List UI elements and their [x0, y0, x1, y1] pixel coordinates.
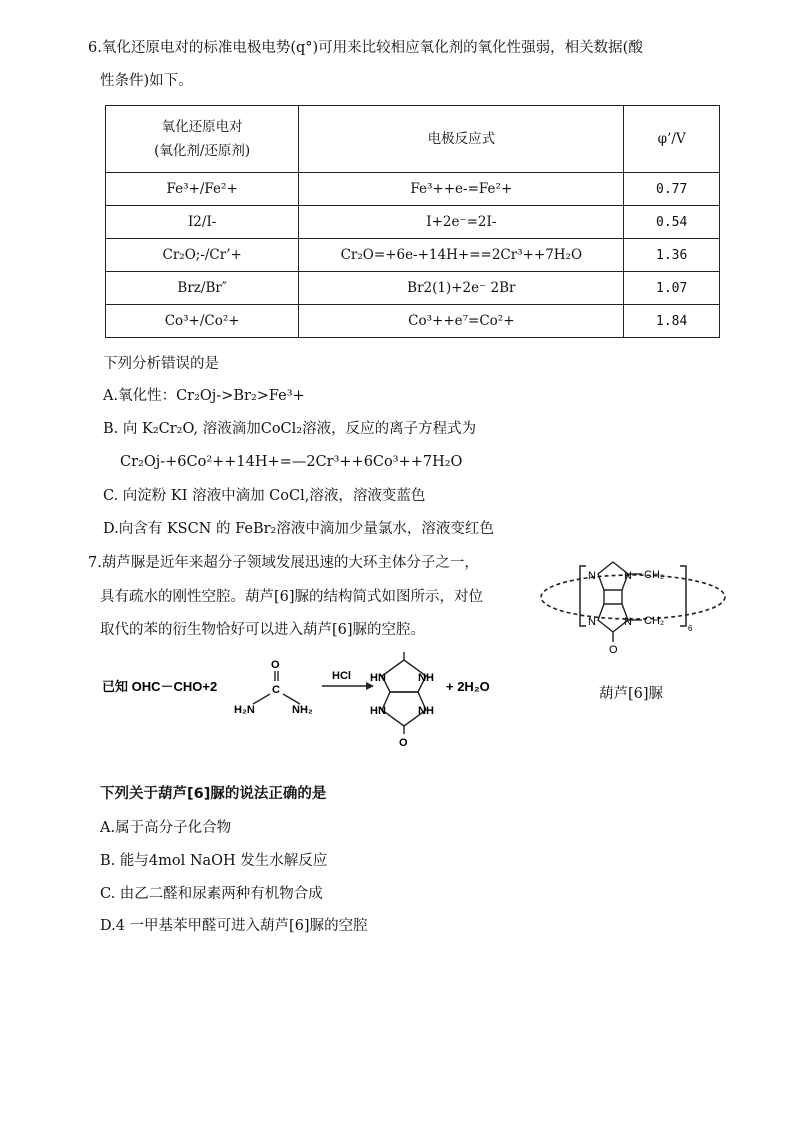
urea-carbon: C — [272, 684, 280, 696]
cell-reaction: Co³++e⁷=Co²+ — [299, 305, 624, 338]
q6-option-d: D.向含有 KSCN 的 FeBr₂溶液中滴加少量氯水，溶液变红色 — [103, 521, 494, 537]
table-row — [106, 272, 720, 305]
cell-potential: 1.84 — [624, 305, 720, 338]
urea-bond — [283, 694, 300, 704]
product-nh-top: NH — [418, 672, 434, 684]
table-row — [106, 239, 720, 272]
q6-option-b: B. 向 K₂Cr₂O, 溶液滴加CoCl₂溶液，反应的离子方程式为 — [103, 421, 477, 437]
repeat-subscript: 6 — [688, 624, 693, 633]
q7-option-d: D.4 一甲基苯甲醛可进入葫芦[6]脲的空腔 — [100, 918, 368, 934]
cell-reaction: Br2(1)+2e⁻ 2Br — [299, 272, 624, 305]
redox-potential-table — [105, 105, 720, 338]
product-hn-top: HN — [370, 672, 386, 684]
product-oxygen: O — [399, 737, 408, 749]
cell-potential: 1.36 — [624, 239, 720, 272]
q7-stem-line3: 取代的苯的衍生物恰好可以进入葫芦[6]脲的空腔。 — [100, 622, 426, 638]
product-hn-bottom: HN — [370, 705, 386, 717]
table-row — [106, 173, 720, 206]
q7-stem-line1: 7.葫芦脲是近年来超分子领域发展迅速的大环主体分子之一， — [88, 555, 479, 571]
header-potential: φ’/V — [624, 106, 720, 173]
header-couple: 氧化还原电对 (氧化剂/还原剂) — [106, 106, 299, 173]
cell-potential: 1.07 — [624, 272, 720, 305]
cell-couple: Fe³+/Fe²+ — [106, 173, 299, 206]
q6-stem-line1: 6.氧化还原电对的标准电极电势(q°)可用来比较相应氧化剂的氧化性强弱，相关数据(酸 — [88, 40, 643, 56]
cell-couple: Brz/Br″ — [106, 272, 299, 305]
nitrogen-label: N — [624, 570, 632, 582]
right-bracket — [680, 566, 686, 626]
nitrogen-label: N — [624, 616, 632, 628]
cell-potential: 0.54 — [624, 206, 720, 239]
urea-amine-left: H₂N — [234, 704, 255, 716]
q7-option-a: A.属于高分子化合物 — [100, 820, 232, 836]
q7-option-b: B. 能与4mol NaOH 发生水解反应 — [100, 853, 328, 869]
urea-bond — [253, 694, 270, 704]
q7-prompt: 下列关于葫芦[6]脲的说法正确的是 — [100, 786, 327, 802]
table-row — [106, 206, 720, 239]
ch2-label: CH₂ — [644, 569, 665, 581]
cucurbituril-structure-figure — [538, 552, 728, 662]
q6-stem-line2: 性条件)如下。 — [100, 73, 193, 89]
figure-caption: 葫芦[6]脲 — [599, 686, 664, 702]
urea-amine-right: NH₂ — [292, 704, 313, 716]
table-header-row — [106, 106, 720, 173]
table-row — [106, 305, 720, 338]
q6-option-b-equation: Cr₂Oj-+6Co²++14H+=—2Cr³++6Co³++7H₂O — [120, 454, 463, 470]
left-bracket — [580, 566, 586, 626]
urea-oxygen: O — [271, 659, 280, 671]
oxygen-label: O — [609, 644, 618, 656]
cell-reaction: Cr₂O=+6e-+14H+==2Cr³++7H₂O — [299, 239, 624, 272]
q7-stem-line2: 具有疏水的刚性空腔。葫芦[6]脲的结构简式如图所示，对位 — [100, 589, 484, 605]
cell-potential: 0.77 — [624, 173, 720, 206]
reaction-reactant: 已知 OHC－CHO+2 — [102, 679, 218, 694]
cell-reaction: Fe³++e-=Fe²+ — [299, 173, 624, 206]
cell-couple: Cr₂O;-/Cr’+ — [106, 239, 299, 272]
macrocycle-ring — [541, 575, 725, 619]
catalyst-label: HCl — [332, 670, 351, 682]
ch2-label: CH₂ — [644, 615, 665, 627]
product-nh-bottom: NH — [418, 705, 434, 717]
q6-prompt: 下列分析错误的是 — [103, 356, 219, 372]
nitrogen-label: N — [588, 616, 596, 628]
q6-option-a: A.氧化性：Cr₂Oj->Br₂>Fe³+ — [103, 388, 305, 404]
reaction-byproduct: + 2H₂O — [446, 679, 490, 694]
cell-couple: Co³+/Co²+ — [106, 305, 299, 338]
q7-option-c: C. 由乙二醛和尿素两种有机物合成 — [100, 886, 323, 902]
header-reaction: 电极反应式 — [299, 106, 624, 173]
reaction-scheme — [100, 650, 510, 750]
nitrogen-label: N — [588, 570, 596, 582]
cell-reaction: I+2e⁻=2I- — [299, 206, 624, 239]
q6-option-c: C. 向淀粉 KI 溶液中滴加 CoCl,溶液，溶液变蓝色 — [103, 488, 426, 504]
cell-couple: I2/I- — [106, 206, 299, 239]
